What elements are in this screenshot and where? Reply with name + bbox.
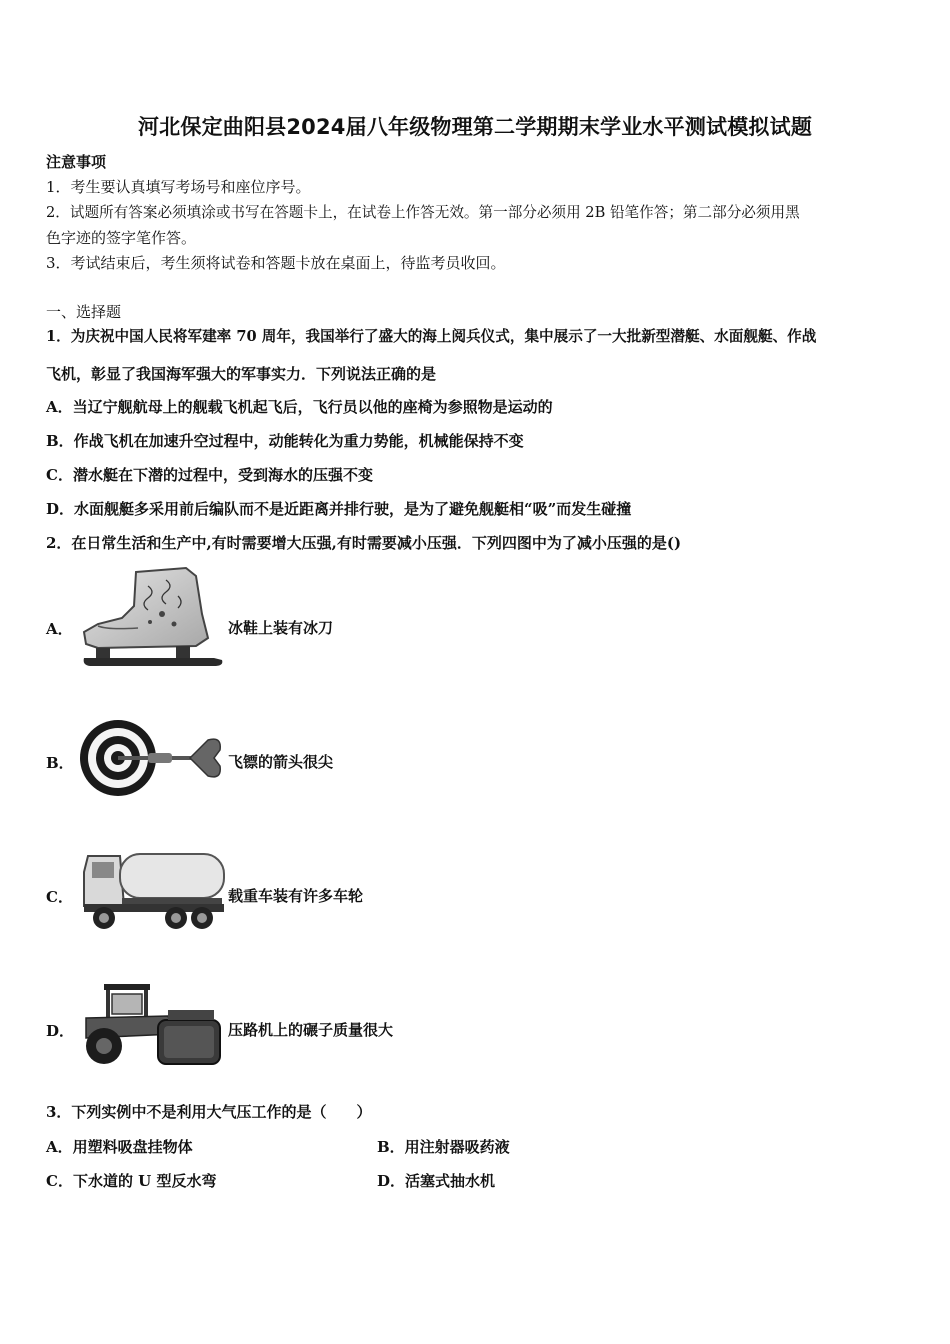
ice-skate-icon	[78, 566, 224, 674]
q2-option-b-letter: B．	[46, 754, 74, 772]
q2-stem: 2．在日常生活和生产中,有时需要增大压强,有时需要减小压强．下列四图中为了减小压强的是()	[46, 534, 682, 552]
q2-option-a-text: 冰鞋上装有冰刀	[228, 619, 334, 637]
q1-option-a: A．当辽宁舰航母上的舰载飞机起飞后，飞行员以他的座椅为参照物是运动的	[46, 398, 553, 416]
section-heading: 一、选择题	[46, 303, 122, 321]
q2-option-a-letter: A．	[46, 620, 73, 638]
q3-option-a: A．用塑料吸盘挂物体	[46, 1138, 193, 1156]
q1-option-d: D．水面舰艇多采用前后编队而不是近距离并排行驶，是为了避免舰艇相“吸”而发生碰撞	[46, 500, 632, 518]
q1-stem-line-2: 飞机，彰显了我国海军强大的军事实力．下列说法正确的是	[46, 365, 437, 383]
q2-option-b-text: 飞镖的箭头很尖	[228, 753, 334, 771]
q2-option-d-text: 压路机上的碾子质量很大	[228, 1021, 394, 1039]
q3-stem: 3．下列实例中不是利用大气压工作的是（ ）	[46, 1103, 372, 1121]
q1-option-b: B．作战飞机在加速升空过程中，动能转化为重力势能，机械能保持不变	[46, 432, 524, 450]
q2-option-c-text: 载重车装有许多车轮	[228, 887, 364, 905]
q2-option-d-letter: D．	[46, 1022, 75, 1040]
tanker-truck-icon	[78, 846, 226, 938]
page-title: 河北保定曲阳县2024届八年级物理第二学期期末学业水平测试模拟试题	[137, 115, 813, 139]
q3-option-d: D．活塞式抽水机	[377, 1172, 496, 1190]
notice-item-2-line-2: 色字迹的签字笔作答。	[46, 229, 197, 247]
q3-option-c: C．下水道的 U 型反水弯	[46, 1172, 217, 1190]
notice-item-1: 1．考生要认真填写考场号和座位序号。	[46, 178, 311, 196]
dart-target-icon	[78, 718, 224, 798]
notice-item-2-line-1: 2．试题所有答案必须填涂或书写在答题卡上，在试卷上作答无效。第一部分必须用 2B 铅笔作答；第二部分必须用黑	[46, 204, 800, 221]
notice-heading: 注意事项	[46, 153, 107, 171]
q3-option-b: B．用注射器吸药液	[377, 1138, 510, 1156]
notice-item-3: 3．考试结束后，考生须将试卷和答题卡放在桌面上，待监考员收回。	[46, 254, 506, 272]
q1-option-c: C．潜水艇在下潜的过程中，受到海水的压强不变	[46, 466, 373, 484]
q1-stem-line-1: 1．为庆祝中国人民将军建率 70 周年，我国举行了盛大的海上阅兵仪式，集中展示了一大批新型潜艇、水面舰艇、作战	[46, 328, 817, 345]
q2-option-c-letter: C．	[46, 888, 73, 906]
road-roller-icon	[78, 978, 226, 1068]
